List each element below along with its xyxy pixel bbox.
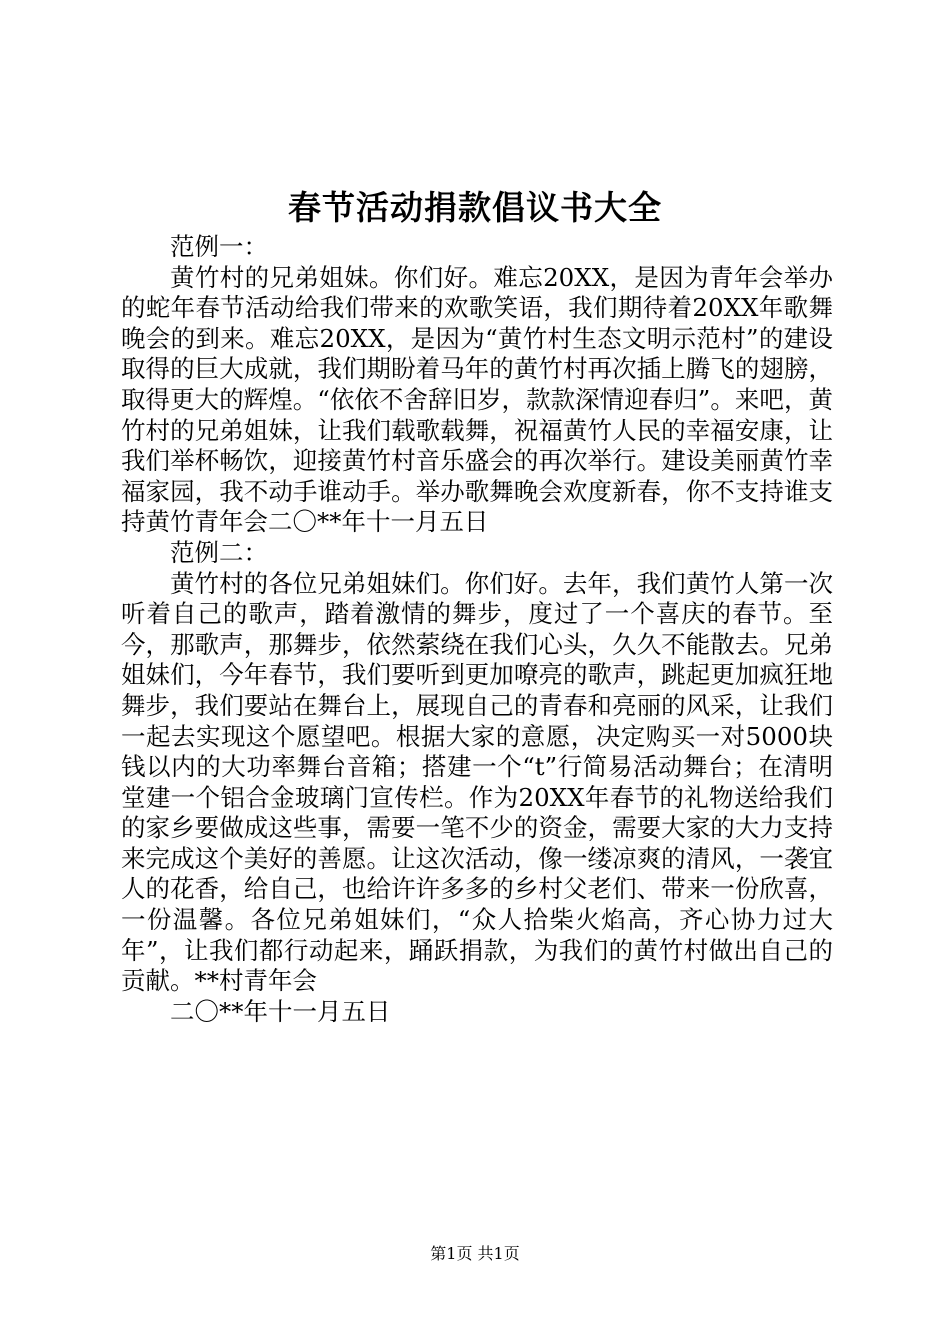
section-heading-example-two: 范例二： <box>170 537 268 567</box>
signature-date: 二〇**年十一月五日 <box>170 996 391 1026</box>
paragraph-example-two: 黄竹村的各位兄弟姐妹们。你们好。去年，我们黄竹人第一次听着自己的歌声，踏着激情的舞步，度过了一个喜庆的春节。至今，那歌声，那舞步，依然萦绕在我们心头，久久不能散去。兄弟姐妹们，今年春节，我们要听到更加嘹亮的歌声，跳起更加疯狂地舞步，我们要站在舞台上，展现自己的青春和亮丽的风采，让我们一起去实现这个愿望吧。根据大家的意愿，决定购买一对5000块钱以内的大功率舞台音箱；搭建一个“t”行简易活动舞台；在清明堂建一个铝合金玻璃门宣传栏。作为20XX年春节的礼物送给我们的家乡要做成这些事，需要一笔不少的资金，需要大家的大力支持来完成这个美好的善愿。让这次活动，像一缕凉爽的清风，一袭宜人的花香，给自己，也给许许多多的乡村父老们、带来一份欣喜，一份温馨。各位兄弟姐妹们，“众人拾柴火焰高，齐心协力过大年”，让我们都行动起来，踊跃捐款，为我们的黄竹村做出自己的贡献。**村青年会 <box>121 568 833 996</box>
section-heading-example-one: 范例一： <box>170 232 268 261</box>
page-footer: 第1页 共1页 <box>430 1244 520 1263</box>
document-title: 春节活动捐款倡议书大全 <box>288 188 662 227</box>
paragraph-example-one: 黄竹村的兄弟姐妹。你们好。难忘20XX，是因为青年会举办的蛇年春节活动给我们带来的欢歌笑语，我们期待着20XX年歌舞晚会的到来。难忘20XX，是因为“黄竹村生态文明示范村”的建设取得的巨大成就，我们期盼着马年的黄竹村再次插上腾飞的翅膀，取得更大的辉煌。“依依不舍辞旧岁，款款深情迎春归”。来吧，黄竹村的兄弟姐妹，让我们载歌载舞，祝福黄竹人民的幸福安康，让我们举杯畅饮，迎接黄竹村音乐盛会的再次举行。建设美丽黄竹幸福家园，我不动手谁动手。举办歌舞晚会欢度新春，你不支持谁支持黄竹青年会二〇**年十一月五日 <box>121 262 833 537</box>
document-body <box>121 232 833 1027</box>
